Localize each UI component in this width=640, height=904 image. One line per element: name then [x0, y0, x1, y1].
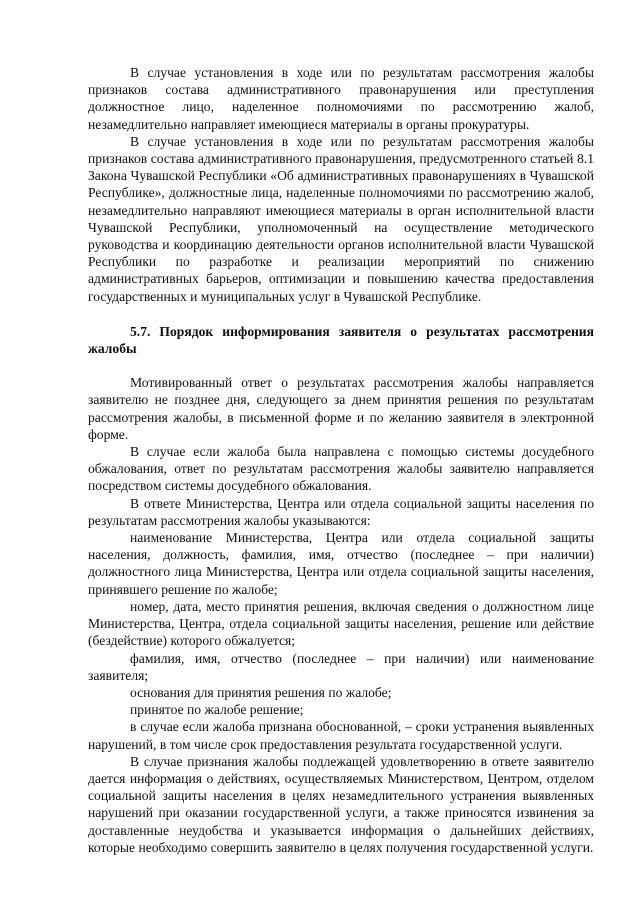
list-item-remediation-terms: в случае если жалоба признана обоснованной, – сроки устранения выявленных нарушений, в том числе срок предоставления результата государственной услуги.: [88, 719, 594, 752]
paragraph-response-contents-intro: В ответе Министерства, Центра или отдела социальной защиты населения по результатам рассмотрения жалобы указываются:: [88, 495, 594, 528]
spacer: [88, 305, 594, 323]
list-item-decision-grounds: основания для принятия решения по жалобе;: [130, 684, 392, 700]
paragraph-article-8-1-referral: В случае установления в ходе или по результатам рассмотрения жалобы признаков состава административного правонарушения, предусмотренного статьей 8.1 Закона Чувашской Республики «Об административных правонарушениях в Чувашской Республике», должностные лица, наделенные полномочиями по рассмотрению жалоб, незамедлительно направляют имеющиеся материалы в орган исполнительной власти Чувашской Республики, уполномоченный на осуществление методического руководства и координацию деятельности органов исполнительной власти Чувашской Республики по разработке и реализации мероприятий по снижению административных барьеров, оптимизации и повышению качества предоставления государственных и муниципальных услуг в Чувашской Республике.: [88, 133, 594, 304]
document-page: [88, 64, 594, 856]
list-item-authority-name: наименование Министерства, Центра или отдела социальной защиты населения, должность, фамилия, имя, отчество (последнее – при наличии) должностного лица Министерства, Центра или отдела социальной защиты населения, принявшего решение по жалобе;: [88, 530, 594, 597]
paragraph-prosecutor-referral: В случае установления в ходе или по результатам рассмотрения жалобы признаков состава административного правонарушения или преступления должностное лицо, наделенное полномочиями по рассмотрению жалоб, незамедлительно направляет имеющиеся материалы в органы прокуратуры.: [88, 65, 594, 132]
paragraph-pretrial-system-response: В случае если жалоба была направлена с помощью системы досудебного обжалования, ответ по результатам рассмотрения жалобы заявителю направляется посредством системы досудебного обжалования.: [88, 444, 594, 494]
list-item-applicant-name: фамилия, имя, отчество (последнее – при наличии) или наименование заявителя;: [88, 650, 594, 683]
spacer: [88, 357, 594, 374]
paragraph-reasoned-response: Мотивированный ответ о результатах рассмотрения жалобы направляется заявителю не позднее дня, следующего за днем принятия решения по результатам рассмотрения жалобы, в письменной форме и по желанию заявителя в электронной форме.: [88, 375, 594, 442]
paragraph-complaint-satisfied: В случае признания жалобы подлежащей удовлетворению в ответе заявителю дается информация о действиях, осуществляемых Министерством, Центром, отделом социальной защиты населения в целях незамедлительного устранения выявленных нарушений при оказании государственной услуги, а также приносятся извинения за доставленные неудобства и указывается информация о дальнейших действиях, которые необходимо совершить заявителю в целях получения государственной услуги.: [88, 753, 594, 855]
list-item-decision-details: номер, дата, место принятия решения, включая сведения о должностном лице Министерства, Центра, отдела социальной защиты населения, решение или действие (бездействие) которого обжалуется;: [88, 598, 594, 649]
section-heading: 5.7. Порядок информирования заявителя о результатах рассмотрения жалобы: [88, 323, 594, 357]
list-item-decision-taken: принятое по жалобе решение;: [130, 702, 304, 718]
